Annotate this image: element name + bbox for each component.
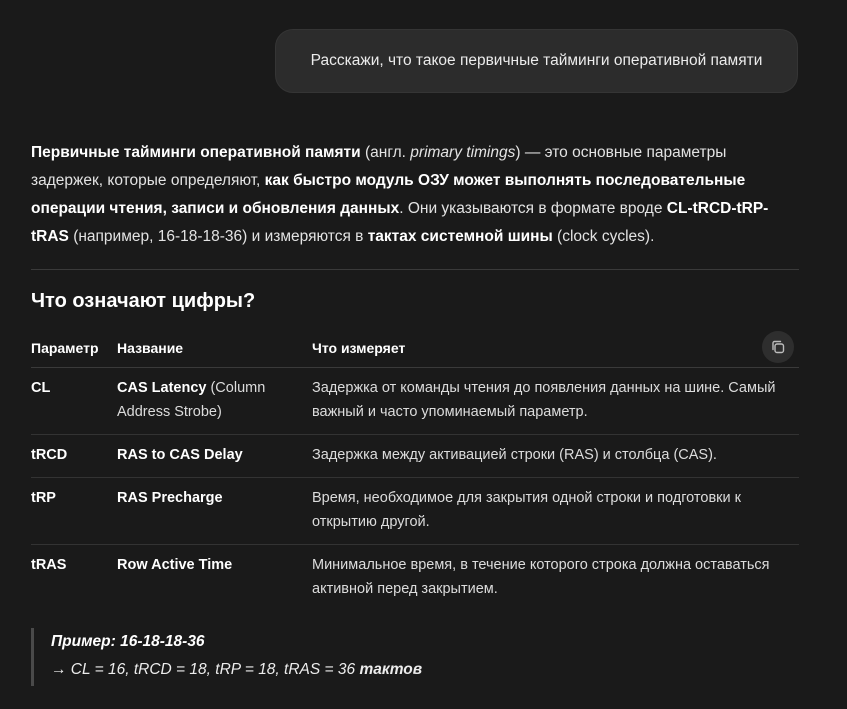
table-header-row <box>31 328 799 368</box>
example-blockquote <box>31 628 422 686</box>
copy-table-button[interactable] <box>762 331 794 363</box>
example-breakdown: → CL = 16, tRCD = 18, tRP = 18, tRAS = 36 <box>51 661 360 678</box>
table-row <box>31 368 799 435</box>
emphasis-bold: как быстро модуль ОЗУ может выполнять последовательные операции чтения, записи и обновления данных <box>31 172 746 217</box>
name-cell <box>117 478 312 545</box>
unit-bold: тактах системной шины <box>367 228 553 245</box>
answer-text: (например, 16-18-18-36) и измеряются в <box>68 228 368 245</box>
example-unit: тактов <box>359 661 423 678</box>
answer-paragraph <box>31 139 801 251</box>
param-cell: CL <box>31 368 117 435</box>
header-name: Название <box>117 328 312 368</box>
term-bold: Первичные тайминги оперативной памяти <box>31 144 361 161</box>
english-term: primary timings <box>410 144 516 161</box>
name-bold: Row Active Time <box>117 557 233 573</box>
table-row <box>31 478 799 545</box>
answer-text: . Они указываются в формате вроде <box>399 200 667 217</box>
description-cell: Задержка между активацией строки (RAS) и столбца (CAS). <box>312 435 799 478</box>
description-cell: Минимальное время, в течение которого строка должна оставаться активной перед закрытием. <box>312 557 770 597</box>
example-value: 16-18-18-36 <box>120 633 205 650</box>
divider <box>31 269 799 270</box>
name-cell <box>117 435 312 478</box>
answer-text: (англ. <box>360 144 411 161</box>
name-cell <box>117 368 312 435</box>
description-cell: Задержка от команды чтения до появления данных на шине. Самый важный и часто упоминаемый параметр. <box>312 368 799 435</box>
timings-table <box>31 328 799 611</box>
table-row <box>31 545 799 612</box>
copy-icon <box>770 339 786 355</box>
param-cell: tRAS <box>31 557 67 573</box>
example-line-1 <box>51 628 422 656</box>
description-cell: Время, необходимое для закрытия одной строки и подготовки к открытию другой. <box>312 478 799 545</box>
name-cell <box>117 545 312 612</box>
name-bold: CAS Latency <box>117 380 207 396</box>
header-param: Параметр <box>31 328 117 368</box>
name-bold: RAS Precharge <box>117 490 223 506</box>
user-message-text: Расскажи, что такое первичные тайминги оперативной памяти <box>310 52 763 69</box>
name-bold: RAS to CAS Delay <box>117 447 243 463</box>
answer-text: ) — это основные параметры задержек, которые определяют, <box>31 144 727 189</box>
param-cell: tRCD <box>31 435 117 478</box>
table-row <box>31 435 799 478</box>
example-label: Пример: <box>51 633 121 650</box>
header-description: Что измеряет <box>312 328 799 368</box>
example-line-2 <box>51 656 422 684</box>
section-heading: Что означают цифры? <box>31 290 256 312</box>
param-cell: tRP <box>31 478 117 545</box>
user-message-bubble <box>275 29 798 93</box>
name-rest: (Column Address Strobe) <box>117 380 266 420</box>
answer-text: (clock cycles). <box>552 228 655 245</box>
format-bold: CL-tRCD-tRP-tRAS <box>31 200 769 245</box>
